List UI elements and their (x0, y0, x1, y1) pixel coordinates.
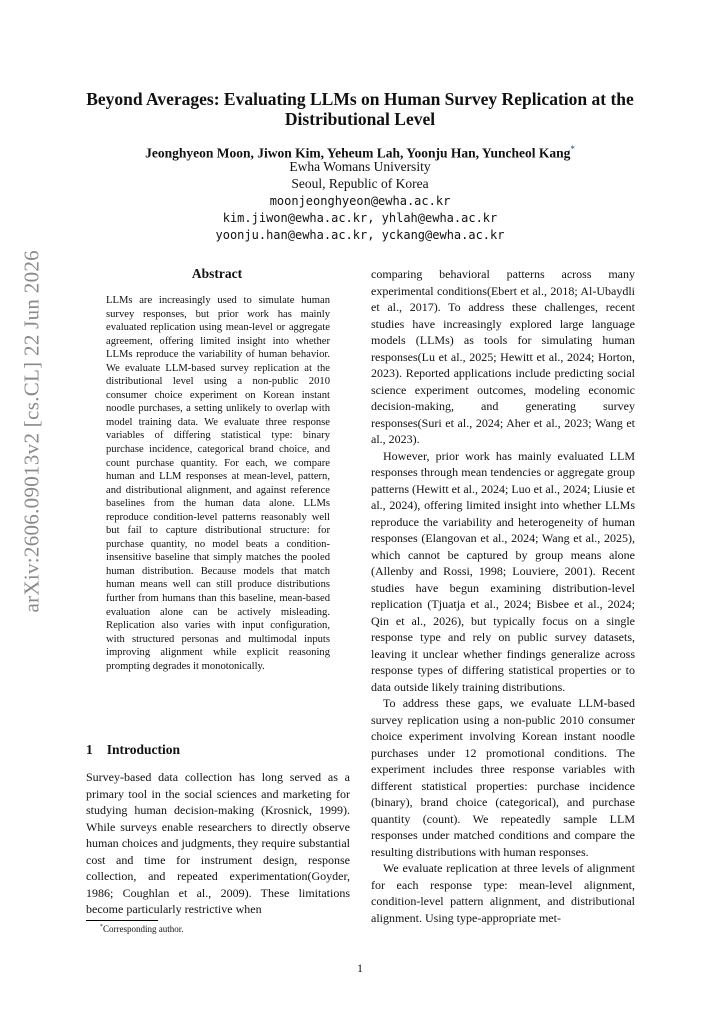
intro-paragraph-1: Survey-based data collection has long served as a primary tool in the social sciences and marketing for studying human decision-making (Krosnick, 1999). While surveys enable researchers to directly observe human choices and judgments, they require substantial cost and time for instrument design, response collection, and repeated experimentation(Goyder, 1986; Coughlan et al., 2009). These limitations become particularly restrictive when (86, 770, 350, 916)
page-number: 1 (357, 961, 363, 975)
right-paragraph-2: However, prior work has mainly evaluated LLM responses through mean tendencies or aggregate group patterns (Hewitt et al., 2024; Luo et al., 2024; Liusie et al., 2024), offering limited insight into whether LLMs reproduce the variability and heterogeneity of human responses (Elangovan et al., 2024; Wang et al., 2025), which cannot be captured by group means alone (Allenby and Rossi, 1998; Louviere, 2001). Recent studies have begun examining distribution-level replication (Tjuatja et al., 2024; Bisbee et al., 2024; Qin et al., 2026), but typically focus on a single response type and rely on public survey datasets, leaving it unclear whether findings generalize across response types of differing statistical properties or to data outside likely training distributions. (371, 448, 635, 694)
right-paragraph-3: To address these gaps, we evaluate LLM-based survey replication using a non-public 2010 consumer choice experiment involving Korean instant noodle purchases under 12 promotional conditions. The experiment includes three response variables with different statistical properties: purchase incidence (binary), brand choice (categorical), and purchase quantity (count). We repeatedly sample LLM responses under matched conditions and compare the resulting distributions with human responses. (371, 696, 635, 859)
right-column (371, 266, 635, 926)
intro-paragraph-left (86, 769, 350, 918)
footnote-rule (86, 920, 158, 921)
email-line-1: moonjeonghyeon@ewha.ac.kr (269, 194, 451, 208)
section-title: Introduction (106, 742, 181, 757)
section-heading (86, 742, 180, 758)
abstract-text: LLMs are increasingly used to simulate human survey responses, but prior work has mainly evaluated replication using mean-level or aggregate agreement, offering limited insight into whether LLMs reproduce the variability of human behavior. We evaluate LLM-based survey replication at the distributional level using a non-public 2010 consumer choice experiment on Korean instant noodle purchases, a setting unlikely to overlap with model training data. We evaluate three response variables of differing statistical type: binary purchase incidence, categorical brand choice, and count purchase quantity. For each, we compare human and LLM responses at mean-level, pattern, and distributional alignment, and against reference baselines from the human data alone. LLMs reproduce condition-level patterns reasonably well but fail to capture distributional structure: for purchase quantity, no model beats a condition-insensitive baseline that simply matches the pooled human distribution. Because models that match human means well can still produce distributions further from humans than this baseline, mean-based evaluation alone can be actively misleading. Replication also varies with input configuration, with structured personas and multimodal inputs improving alignment while explicit reasoning prompting degrades it monotonically. (106, 295, 330, 672)
email-line-3: yoonju.han@ewha.ac.kr, yckang@ewha.ac.kr (215, 228, 505, 242)
footnote (100, 924, 184, 934)
paper-title: Beyond Averages: Evaluating LLMs on Human Survey Replication at the Distributional Level (86, 89, 634, 129)
footnote-mark: * (100, 924, 103, 930)
right-paragraph-1: comparing behavioral patterns across many experimental conditions(Ebert et al., 2018; Al-Ubaydli et al., 2017). To address these challenges, recent studies have increasingly explored large language models (LLMs) as tools for simulating human responses(Lu et al., 2025; Hewitt et al., 2024; Horton, 2023). Reported applications include predicting social science experiment outcomes, modeling economic decision-making, and generating survey responses(Suri et al., 2024; Aher et al., 2023; Wang et al., 2023). (371, 267, 635, 446)
arxiv-identifier-text: arXiv:2606.09013v2 [cs.CL] 22 Jun 2026 (19, 250, 44, 613)
email-line-2: kim.jiwon@ewha.ac.kr, yhlah@ewha.ac.kr (222, 211, 498, 225)
affiliation-institution: Ewha Womans University (289, 159, 431, 174)
abstract-heading: Abstract (191, 266, 243, 281)
corresponding-author-mark[interactable]: * (570, 144, 575, 154)
right-paragraph-4: We evaluate replication at three levels of alignment for each response type: mean-level alignment, condition-level pattern alignment, and distributional alignment. Using type-appropriate met- (371, 861, 635, 925)
author-names: Jeonghyeon Moon, Jiwon Kim, Yeheum Lah, Yoonju Han, Yuncheol Kang (145, 145, 571, 161)
section-number: 1 (86, 742, 93, 757)
footnote-text: Corresponding author. (103, 924, 184, 934)
affiliation-location: Seoul, Republic of Korea (291, 176, 429, 191)
